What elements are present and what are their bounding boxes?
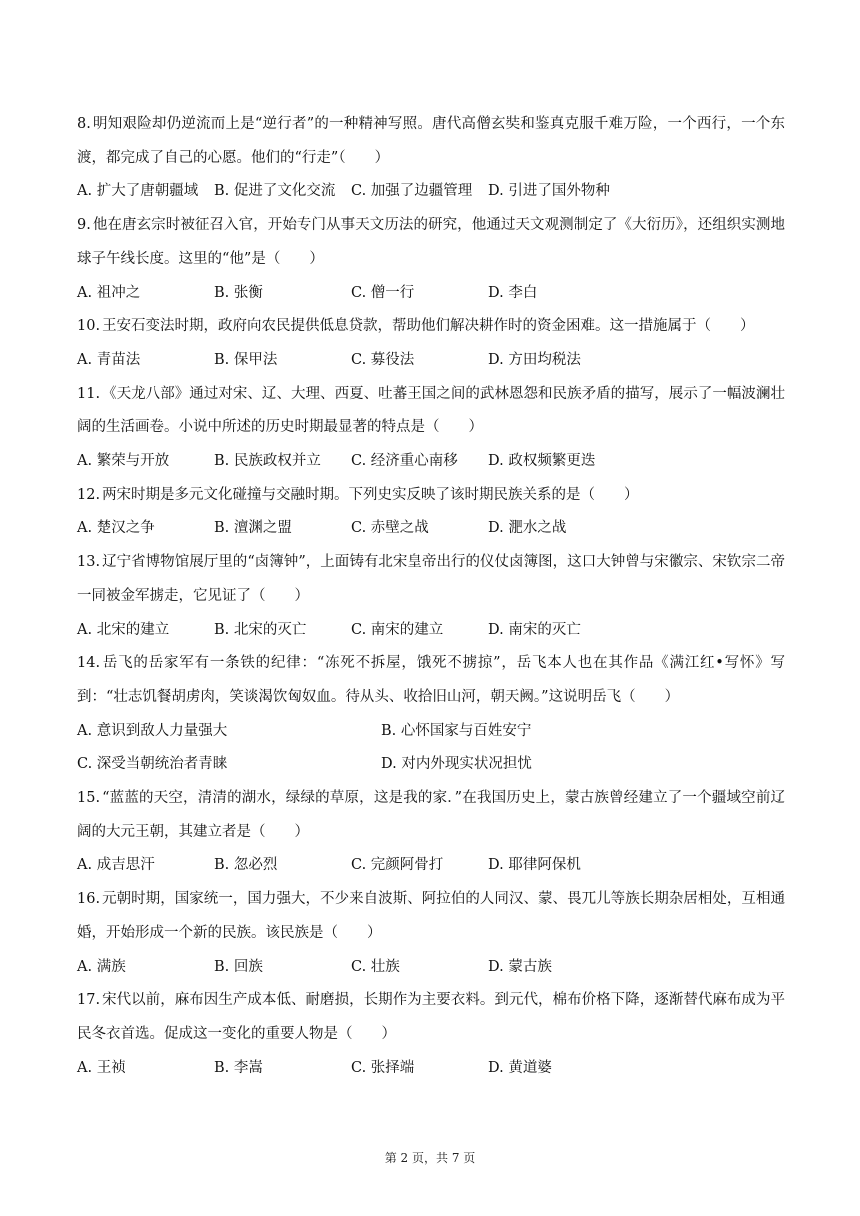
option-b[interactable]: B. 北宋的灭亡 xyxy=(214,621,307,638)
option-b[interactable]: B. 回族 xyxy=(214,958,263,975)
question-9 xyxy=(77,209,785,310)
question-13 xyxy=(77,546,785,647)
option-a[interactable]: A. 楚汉之争 xyxy=(77,520,155,537)
option-d[interactable]: D. 对内外现实状况担忧 xyxy=(381,756,532,773)
answer-options xyxy=(77,277,785,311)
option-d[interactable]: D. 方田均税法 xyxy=(488,351,581,368)
option-d[interactable]: D. 蒙古族 xyxy=(488,958,552,975)
answer-options xyxy=(77,849,785,883)
question-stem xyxy=(77,546,785,613)
option-b[interactable]: B. 心怀国家与百姓安宁 xyxy=(381,722,532,739)
option-a[interactable]: A. 祖冲之 xyxy=(77,284,141,301)
question-text: 两宋时期是多元文化碰撞与交融时期。下列史实反映了该时期民族关系的是（ ） xyxy=(102,486,639,503)
option-a[interactable]: A. 扩大了唐朝疆域 xyxy=(77,183,199,200)
option-c[interactable]: C. 赤壁之战 xyxy=(351,520,429,537)
answer-options xyxy=(77,1052,785,1086)
question-number: 10. xyxy=(77,318,101,335)
question-stem xyxy=(77,883,785,950)
option-b[interactable]: B. 李嵩 xyxy=(214,1059,263,1076)
option-b[interactable]: B. 民族政权并立 xyxy=(214,453,321,470)
question-stem xyxy=(77,782,785,849)
option-a[interactable]: A. 北宋的建立 xyxy=(77,621,170,638)
option-b[interactable]: B. 张衡 xyxy=(214,284,263,301)
answer-options xyxy=(77,175,785,209)
question-stem xyxy=(77,647,785,714)
option-c[interactable]: C. 加强了边疆管理 xyxy=(351,183,473,200)
question-number: 16. xyxy=(77,891,101,908)
question-stem xyxy=(77,209,785,276)
question-15 xyxy=(77,782,785,883)
option-d[interactable]: D. 李白 xyxy=(488,284,538,301)
option-a[interactable]: A. 繁荣与开放 xyxy=(77,453,170,470)
answer-options xyxy=(77,512,785,546)
question-number: 11. xyxy=(77,385,101,402)
question-text: 岳飞的岳家军有一条铁的纪律：“冻死不拆屋，饿死不掳掠”，岳飞本人也在其作品《满江红•写怀》写到：“壮志饥餐胡虏肉，笑谈渴饮匈奴血。待从头、收拾旧山河，朝天阙。”这说明岳飞（ ） xyxy=(77,655,785,705)
page-footer: 第 2 页，共 7 页 xyxy=(384,1151,476,1165)
option-a[interactable]: A. 青苗法 xyxy=(77,351,141,368)
question-text: 他在唐玄宗时被征召入官，开始专门从事天文历法的研究，他通过天文观测制定了《大衍历》，还组织实测地球子午线长度。这里的“他”是（ ） xyxy=(77,217,785,267)
option-c[interactable]: C. 经济重心南移 xyxy=(351,453,458,470)
question-stem xyxy=(77,984,785,1051)
option-b[interactable]: B. 忽必烈 xyxy=(214,857,278,874)
question-text: 王安石变法时期，政府向农民提供低息贷款，帮助他们解决耕作时的资金困难。这一措施属于（ ） xyxy=(102,318,755,335)
option-d[interactable]: D. 耶律阿保机 xyxy=(488,857,581,874)
question-number: 13. xyxy=(77,554,101,571)
question-number: 9. xyxy=(77,217,91,234)
option-c[interactable]: C. 张择端 xyxy=(351,1059,415,1076)
option-b[interactable]: B. 保甲法 xyxy=(214,351,278,368)
question-stem xyxy=(77,310,785,344)
question-number: 17. xyxy=(77,992,101,1009)
option-c[interactable]: C. 壮族 xyxy=(351,958,400,975)
option-c[interactable]: C. 僧一行 xyxy=(351,284,415,301)
question-text: 辽宁省博物馆展厅里的“卤簿钟”，上面铸有北宋皇帝出行的仪仗卤簿图，这口大钟曾与宋徽宗、宋钦宗二帝一同被金军掳走，它见证了（ ） xyxy=(77,554,785,604)
option-d[interactable]: D. 黄道婆 xyxy=(488,1059,552,1076)
question-16 xyxy=(77,883,785,984)
option-c[interactable]: C. 完颜阿骨打 xyxy=(351,857,444,874)
question-text: 《天龙八部》通过对宋、辽、大理、西夏、吐蕃王国之间的武林恩怨和民族矛盾的描写，展示了一幅波澜壮阔的生活画卷。小说中所述的历史时期最显著的特点是（ ） xyxy=(77,385,785,436)
question-14 xyxy=(77,647,785,782)
answer-options xyxy=(77,344,785,378)
option-a[interactable]: A. 成吉思汗 xyxy=(77,857,155,874)
option-a[interactable]: A. 王祯 xyxy=(77,1059,126,1076)
question-number: 12. xyxy=(77,486,101,503)
question-text: 明知艰险却仍逆流而上是“逆行者”的一种精神写照。唐代高僧玄奘和鉴真克服千难万险，一个西行，一个东渡，都完成了自己的心愿。他们的“行走”（ ） xyxy=(77,116,785,166)
option-a[interactable]: A. 满族 xyxy=(77,958,126,975)
question-17 xyxy=(77,984,785,1085)
option-d[interactable]: D. 南宋的灭亡 xyxy=(488,621,581,638)
answer-options xyxy=(77,715,785,782)
question-stem xyxy=(77,108,785,175)
option-c[interactable]: C. 南宋的建立 xyxy=(351,621,444,638)
question-11 xyxy=(77,378,785,479)
question-number: 14. xyxy=(77,655,101,672)
question-text: 宋代以前，麻布因生产成本低、耐磨损，长期作为主要衣料。到元代，棉布价格下降，逐渐替代麻布成为平民冬衣首选。促成这一变化的重要人物是（ ） xyxy=(77,992,785,1042)
option-d[interactable]: D. 引进了国外物种 xyxy=(488,183,610,200)
option-a[interactable]: A. 意识到敌人力量强大 xyxy=(77,722,228,739)
option-b[interactable]: B. 促进了文化交流 xyxy=(214,183,336,200)
question-12 xyxy=(77,479,785,546)
option-b[interactable]: B. 澶渊之盟 xyxy=(214,520,292,537)
question-text: “蓝蓝的天空，清清的湖水，绿绿的草原，这是我的家．”在我国历史上，蒙古族曾经建立了一个疆域空前辽阔的大元王朝，其建立者是（ ） xyxy=(77,790,785,840)
question-list xyxy=(77,108,785,1085)
option-d[interactable]: D. 政权频繁更迭 xyxy=(488,453,596,470)
option-c[interactable]: C. 深受当朝统治者青睐 xyxy=(77,756,228,773)
question-text: 元朝时期，国家统一，国力强大，不少来自波斯、阿拉伯的人同汉、蒙、畏兀儿等族长期杂居相处，互相通婚，开始形成一个新的民族。该民族是（ ） xyxy=(77,891,785,941)
question-number: 8. xyxy=(77,116,91,132)
question-8 xyxy=(77,108,785,209)
question-stem xyxy=(77,479,785,513)
question-number: 15. xyxy=(77,790,101,807)
question-10 xyxy=(77,310,785,377)
question-stem xyxy=(77,378,785,445)
answer-options xyxy=(77,614,785,648)
option-c[interactable]: C. 募役法 xyxy=(351,351,415,368)
answer-options xyxy=(77,445,785,479)
option-d[interactable]: D. 淝水之战 xyxy=(488,520,567,537)
answer-options xyxy=(77,951,785,985)
